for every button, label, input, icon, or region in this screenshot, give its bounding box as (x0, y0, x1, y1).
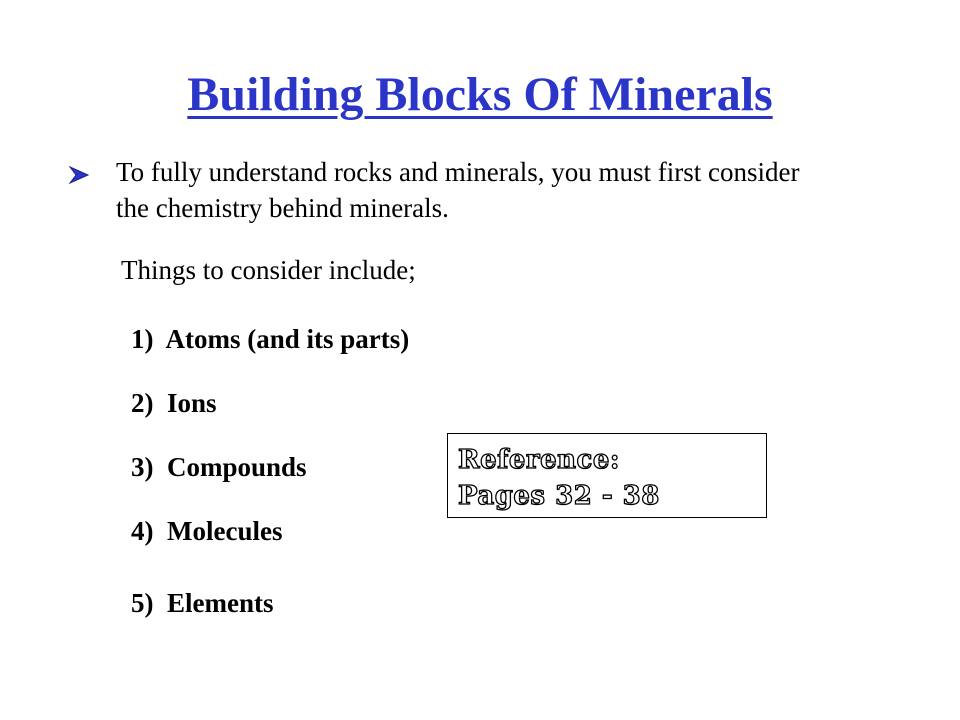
consider-heading: Things to consider include; (121, 255, 416, 285)
topic-item-atoms: 1) Atoms (and its parts) (131, 324, 410, 354)
reference-label: Reference: (458, 445, 620, 475)
topic-item-compounds: 3) Compounds (131, 452, 307, 482)
slide-title: Building Blocks Of Minerals (187, 68, 773, 121)
intro-paragraph: To fully understand rocks and minerals, you must first consider the chemistry behind minerals. (116, 157, 800, 223)
topic-item-ions: 2) Ions (131, 388, 217, 418)
topic-item-elements: 5) Elements (131, 588, 274, 618)
topic-item-molecules: 4) Molecules (131, 516, 283, 546)
reference-box (447, 433, 767, 518)
arrowhead-bullet-icon (68, 164, 90, 186)
reference-pages: Pages 32 - 38 (458, 481, 660, 511)
